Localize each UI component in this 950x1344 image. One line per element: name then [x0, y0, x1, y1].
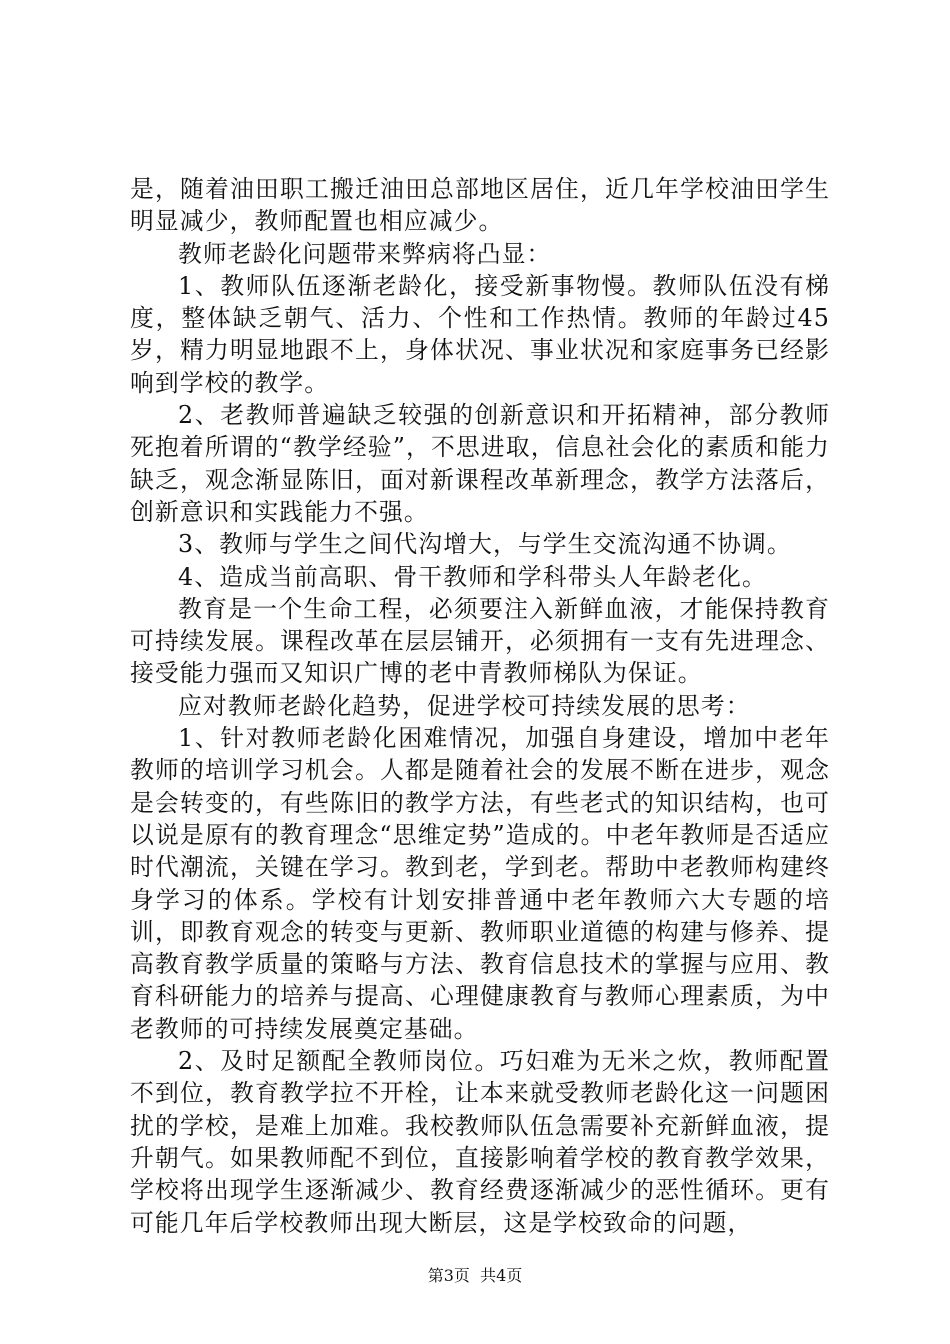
- paragraph-problem-2: 2、老教师普遍缺乏较强的创新意识和开拓精神，部分教师死抱着所谓的“教学经验”，不思进取，信息社会化的素质和能力缺乏，观念渐显陈旧，面对新课程改革新理念，教学方法落后，创新意识和实践能力不强。: [130, 401, 830, 526]
- paragraph-problem-1: 1、教师队伍逐渐老龄化，接受新事物慢。教师队伍没有梯度，整体缺乏朝气、活力、个性和工作热情。教师的年龄过45岁，精力明显地跟不上，身体状况、事业状况和家庭事务已经影响到学校的教学。: [130, 271, 830, 397]
- page-number-footer: 第3页 共4页: [427, 1266, 523, 1285]
- paragraph-problems-intro: 教师老龄化问题带来弊病将凸显：: [178, 239, 552, 268]
- paragraph-thought-1: 1、针对教师老龄化困难情况，加强自身建设，增加中老年教师的培训学习机会。人都是随着社会的发展不断在进步，观念是会转变的，有些陈旧的教学方法，有些老式的知识结构，也可以说是原有的教育理念“思维定势”造成的。中老年教师是否适应时代潮流，关键在学习。教到老，学到老。帮助中老教师构建终身学习的体系。学校有计划安排普通中老年教师六大专题的培训，即教育观念的转变与更新、教师职业道德的构建与修养、提高教育教学质量的策略与方法、教育信息技术的掌握与应用、教育科研能力的培养与提高、心理健康教育与教师心理素质，为中老教师的可持续发展奠定基础。: [130, 724, 830, 1043]
- paragraph-continuation: 是，随着油田职工搬迁油田总部地区居住，近几年学校油田学生明显减少，教师配置也相应减少。: [130, 175, 830, 236]
- document-body: [130, 173, 830, 1239]
- paragraph-problem-3: 3、教师与学生之间代沟增大，与学生交流沟通不协调。: [178, 530, 792, 559]
- paragraph-thought-2: 2、及时足额配全教师岗位。巧妇难为无米之炊，教师配置不到位，教育教学拉不开栓，让本来就受教师老龄化这一问题困扰的学校，是难上加难。我校教师队伍急需要补充新鲜血液，提升朝气。如果教师配不到位，直接影响着学校的教育教学效果，学校将出现学生逐渐减少、教育经费逐渐减少的恶性循环。更有可能几年后学校教师出现大断层，这是学校致命的问题，: [130, 1047, 830, 1237]
- paragraph-thoughts-intro: 应对教师老龄化趋势，促进学校可持续发展的思考：: [178, 691, 751, 720]
- paragraph-problem-4: 4、造成当前高职、骨干教师和学科带头人年龄老化。: [178, 562, 767, 591]
- paragraph-education-project: 教育是一个生命工程，必须要注入新鲜血液，才能保持教育可持续发展。课程改革在层层铺开，必须拥有一支有先进理念、接受能力强而又知识广博的老中青教师梯队为保证。: [130, 594, 830, 688]
